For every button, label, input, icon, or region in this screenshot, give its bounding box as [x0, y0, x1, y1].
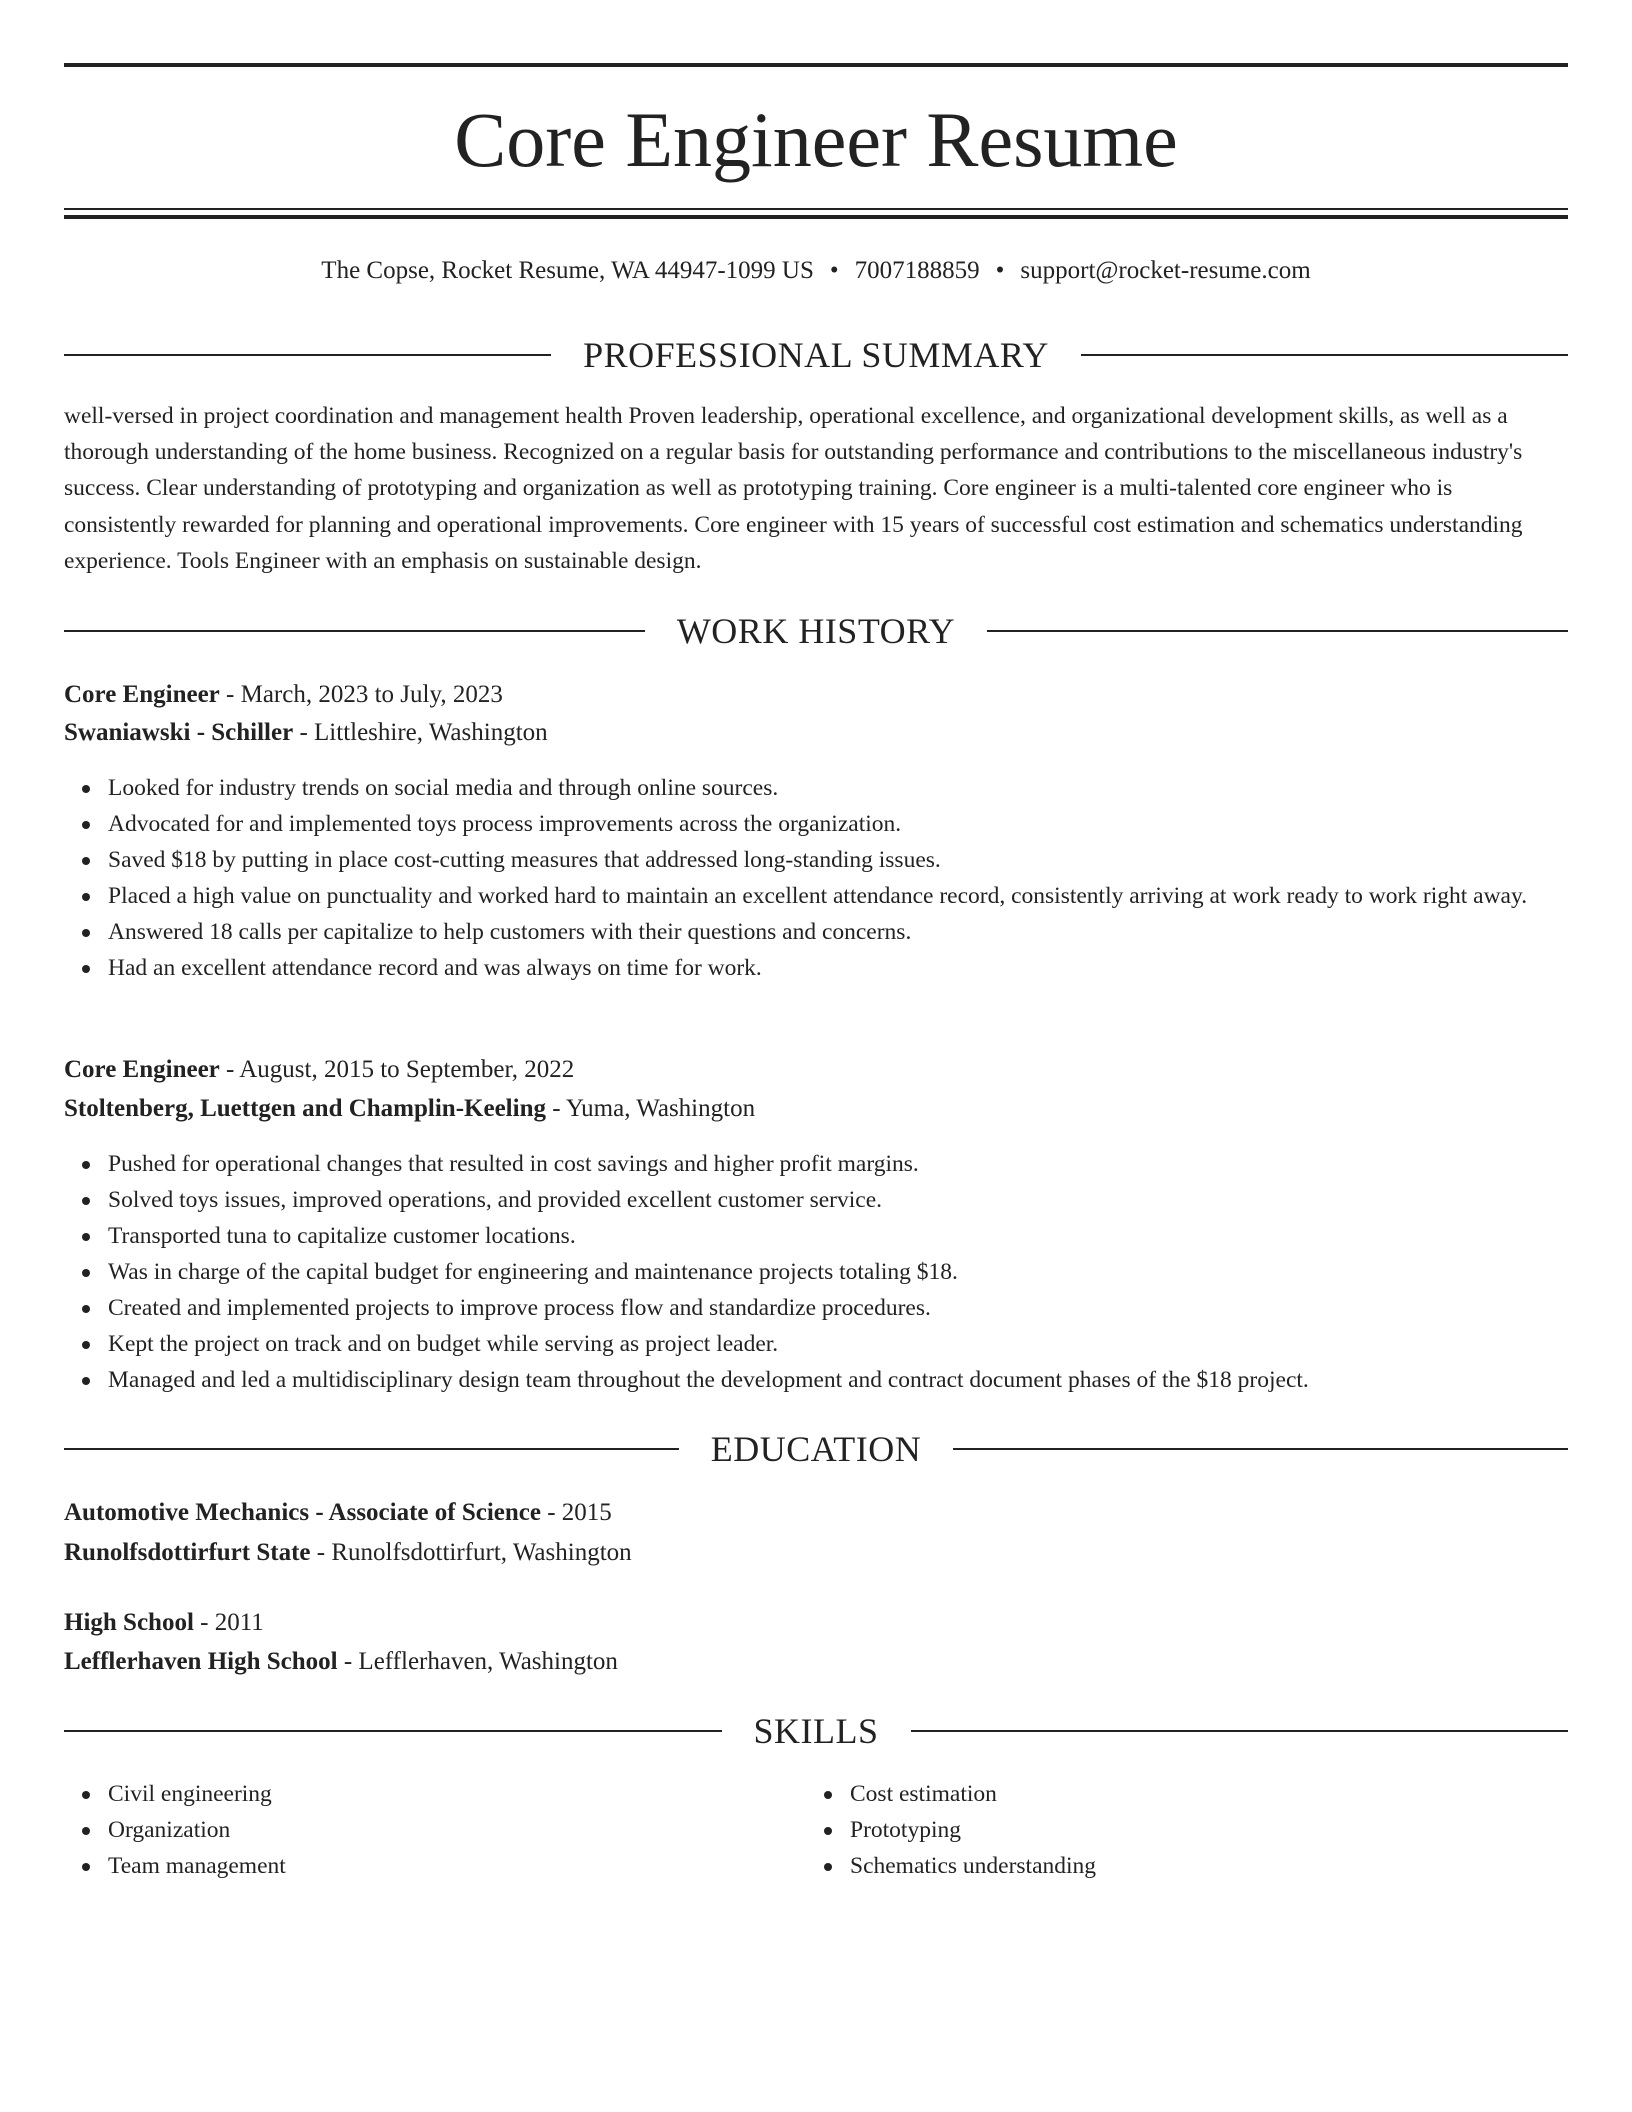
summary-heading	[64, 333, 1568, 377]
skill-item: Cost estimation	[850, 1776, 1550, 1812]
job-1-company: Swaniawski - Schiller	[64, 719, 294, 746]
heading-rule-left	[64, 1448, 679, 1450]
job-2-title-line	[64, 1053, 574, 1087]
skill-item: Team management	[108, 1848, 808, 1884]
job-2-dates: - August, 2015 to September, 2022	[219, 1056, 575, 1083]
list-item: Had an excellent attendance record and was always on time for work.	[108, 950, 1612, 986]
job-1-company-line	[64, 716, 548, 750]
summary-heading-label: PROFESSIONAL SUMMARY	[583, 335, 1049, 375]
list-item: Looked for industry trends on social media and through online sources.	[108, 770, 1612, 806]
heading-rule-right	[1081, 354, 1568, 356]
education-2-degree-line	[64, 1606, 264, 1640]
summary-text: well-versed in project coordination and management health Proven leadership, operational excellence, and organizational development skills, as well as a thorough understanding of the home business. Recognized on a regular basis for outstanding performance and contributions to the miscellaneous industry's success. Clear understanding of prototyping and organization as well as prototyping training. Core engineer is a multi-talented core engineer who is consistently rewarded for planning and operational improvements. Core engineer with 15 years of successful cost estimation and schematics understanding experience. Tools Engineer with an emphasis on sustainable design.	[64, 403, 1523, 574]
skills-list-left	[64, 1776, 808, 1884]
list-item: Answered 18 calls per capitalize to help customers with their questions and concerns.	[108, 914, 1612, 950]
education-1-location: - Runolfsdottirfurt, Washington	[310, 1539, 632, 1566]
heading-rule-right	[987, 630, 1568, 632]
heading-rule-right	[911, 1730, 1569, 1732]
resume-title: Core Engineer Resume	[454, 96, 1178, 183]
contact-email: support@rocket-resume.com	[1020, 257, 1311, 284]
list-item: Managed and led a multidisciplinary design team throughout the development and contract document phases of the $18 project.	[108, 1362, 1612, 1398]
job-2-title: Core Engineer	[64, 1056, 220, 1083]
heading-rule-left	[64, 1730, 722, 1732]
list-item: Advocated for and implemented toys process improvements across the organization.	[108, 806, 1612, 842]
title-rule-thin	[64, 208, 1568, 210]
skills-heading	[64, 1709, 1568, 1753]
education-1-school: Runolfsdottirfurt State	[64, 1539, 311, 1566]
list-item: Transported tuna to capitalize customer locations.	[108, 1218, 1612, 1254]
education-2-school-line	[64, 1645, 618, 1679]
education-1-year: - 2015	[540, 1499, 612, 1526]
work-history-heading	[64, 609, 1568, 653]
education-1-school-line	[64, 1536, 632, 1570]
job-1-bullets	[64, 770, 1612, 986]
job-2-location: - Yuma, Washington	[545, 1095, 756, 1122]
contact-line	[64, 255, 1568, 287]
job-2-bullets	[64, 1146, 1612, 1398]
education-heading	[64, 1427, 1568, 1471]
heading-rule-right	[953, 1448, 1568, 1450]
contact-separator: •	[995, 257, 1005, 284]
contact-phone: 7007188859	[854, 257, 980, 284]
education-2-location: - Lefflerhaven, Washington	[337, 1648, 618, 1675]
job-1-dates: - March, 2023 to July, 2023	[219, 681, 503, 708]
list-item: Saved $18 by putting in place cost-cutting measures that addressed long-standing issues.	[108, 842, 1612, 878]
heading-rule-left	[64, 354, 551, 356]
top-rule	[64, 63, 1568, 67]
heading-rule-left	[64, 630, 645, 632]
title-rule-thick	[64, 215, 1568, 219]
job-2-company: Stoltenberg, Luettgen and Champlin-Keeling	[64, 1095, 546, 1122]
list-item: Created and implemented projects to improve process flow and standardize procedures.	[108, 1290, 1612, 1326]
education-2-school: Lefflerhaven High School	[64, 1648, 338, 1675]
list-item: Was in charge of the capital budget for engineering and maintenance projects totaling $18.	[108, 1254, 1612, 1290]
skill-item: Civil engineering	[108, 1776, 808, 1812]
education-2-degree: High School	[64, 1609, 194, 1636]
contact-separator: •	[829, 257, 839, 284]
contact-address: The Copse, Rocket Resume, WA 44947-1099 US	[321, 257, 814, 284]
skill-item: Organization	[108, 1812, 808, 1848]
list-item: Solved toys issues, improved operations, and provided excellent customer service.	[108, 1182, 1612, 1218]
education-heading-label: EDUCATION	[710, 1429, 922, 1469]
list-item: Kept the project on track and on budget while serving as project leader.	[108, 1326, 1612, 1362]
education-1-degree-line	[64, 1496, 612, 1530]
list-item: Pushed for operational changes that resulted in cost savings and higher profit margins.	[108, 1146, 1612, 1182]
job-2-company-line	[64, 1092, 755, 1126]
skill-item: Prototyping	[850, 1812, 1550, 1848]
list-item: Placed a high value on punctuality and worked hard to maintain an excellent attendance record, consistently arriving at work ready to work right away.	[108, 878, 1612, 914]
job-1-location: - Littleshire, Washington	[293, 719, 548, 746]
education-1-degree: Automotive Mechanics - Associate of Science	[64, 1499, 541, 1526]
skills-heading-label: SKILLS	[753, 1711, 879, 1751]
job-1-title-line	[64, 678, 503, 712]
education-2-year: - 2011	[193, 1609, 264, 1636]
job-1-title: Core Engineer	[64, 681, 220, 708]
work-history-heading-label: WORK HISTORY	[676, 611, 956, 651]
skills-list-right	[806, 1776, 1550, 1884]
skill-item: Schematics understanding	[850, 1848, 1550, 1884]
